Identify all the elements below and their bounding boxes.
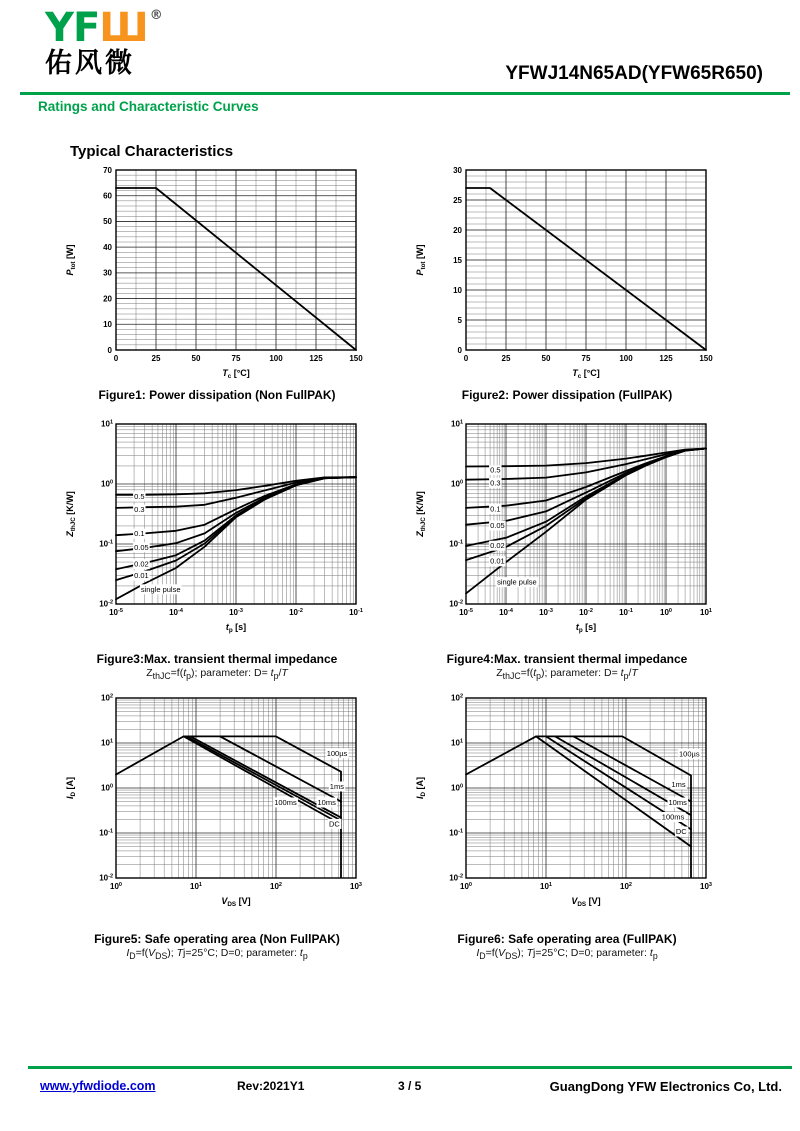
page-indicator: 3 / 5 <box>398 1079 422 1093</box>
fig6-svg <box>411 690 723 912</box>
svg-text:25: 25 <box>453 195 462 205</box>
svg-text:10-2: $10^{-2}$ <box>99 599 113 609</box>
figure6-subtitle: $I_D=f(V_{DS})$; Tj=25°C; D=0; parameter: $t_p$ <box>476 947 658 962</box>
svg-text:102: $10^2$ <box>101 693 113 703</box>
svg-text:50: 50 <box>191 354 201 363</box>
svg-text:0: 0 <box>107 345 112 355</box>
svg-text:70: 70 <box>103 165 112 175</box>
svg-text:100: $10^0$ <box>101 479 113 489</box>
svg-text:100: $10^0$ <box>451 479 463 489</box>
svg-text:10-1: $10^{-1}$ <box>349 608 363 617</box>
svg-text:103: $10^3$ <box>350 882 362 891</box>
series-group <box>466 736 691 877</box>
curve-label: 0.3 <box>134 505 145 515</box>
svg-text:101: $10^1$ <box>540 882 552 891</box>
figure3-subtitle: $Z_{thJC}=f(t_p)$; parameter: $D= t_p/T$ <box>146 667 288 682</box>
x-axis-title: $t_p$ [s] <box>575 622 597 635</box>
curve-label: 0.1 <box>134 529 145 539</box>
svg-text:40: 40 <box>103 242 112 252</box>
svg-text:20: 20 <box>103 294 112 304</box>
curve-label: DC <box>329 819 340 829</box>
svg-text:10-2: $10^{-2}$ <box>579 608 593 617</box>
svg-text:10-1: $10^{-1}$ <box>619 608 633 617</box>
curve-label: 0.3 <box>490 478 501 488</box>
svg-text:10-2: $10^{-2}$ <box>449 599 463 609</box>
figure2-caption: Figure2: Power dissipation (FullPAK) <box>461 388 673 402</box>
x-axis-title: $T_c$ [°C] <box>222 368 250 381</box>
yfw-logo <box>45 5 162 79</box>
fig5-svg <box>61 690 373 912</box>
svg-text:15: 15 <box>453 255 462 265</box>
figure4-block <box>402 416 732 681</box>
figure6-caption: Figure6: Safe operating area (FullPAK) <box>457 932 677 946</box>
svg-text:102: $10^2$ <box>620 882 632 891</box>
website-link[interactable]: www.yfwdiode.com <box>40 1079 156 1093</box>
curve-label: 0.5 <box>490 465 501 475</box>
svg-text:10-4: $10^{-4}$ <box>169 608 183 617</box>
svg-text:100: $10^0$ <box>101 783 113 793</box>
svg-text:101: $10^1$ <box>451 419 463 429</box>
svg-text:10-1: $10^{-1}$ <box>99 539 113 549</box>
x-axis-title: $T_c$ [°C] <box>572 368 600 381</box>
revision-label: Rev:2021Y1 <box>237 1079 305 1093</box>
x-axis-title: $V_{DS}$ [V] <box>221 896 251 909</box>
series-group <box>116 736 341 877</box>
figure3-block <box>52 416 382 681</box>
figure4-caption: Figure4:Max. transient thermal impedance <box>446 652 688 666</box>
curve-label: 0.05 <box>134 542 149 552</box>
part-number-title: YFWJ14N65AD(YFW65R650) <box>505 63 763 84</box>
svg-text:101: $10^1$ <box>700 608 712 617</box>
figure2-chart <box>402 162 732 384</box>
fig2-svg <box>411 162 723 384</box>
svg-text:10: 10 <box>453 285 462 295</box>
svg-text:30: 30 <box>453 165 462 175</box>
svg-text:50: 50 <box>541 354 551 363</box>
curve-label: 0.01 <box>134 571 149 581</box>
y-axis-title: $Z_{thJC}$ [K/W] <box>415 491 428 537</box>
svg-text:0: 0 <box>457 345 462 355</box>
svg-text:10-1: $10^{-1}$ <box>449 539 463 549</box>
svg-text:100: $10^0$ <box>110 882 122 891</box>
page-heading: Typical Characteristics <box>70 143 234 160</box>
svg-text:125: 125 <box>659 354 673 363</box>
figure4-chart <box>402 416 732 638</box>
curve-label: single pulse <box>497 577 537 587</box>
svg-text:75: 75 <box>581 354 591 363</box>
svg-text:25: 25 <box>151 354 161 363</box>
curve-label: 0.02 <box>490 541 505 551</box>
curve-label: 100µs <box>326 748 348 758</box>
y-axis-title: $I_D$ [A] <box>415 776 428 800</box>
curve-label: 10ms <box>317 798 336 807</box>
svg-text:10: 10 <box>103 320 112 330</box>
svg-text:20: 20 <box>453 225 462 235</box>
grid-major <box>116 170 356 350</box>
svg-text:101: $10^1$ <box>190 882 202 891</box>
svg-text:10-2: $10^{-2}$ <box>99 873 113 883</box>
logo-text-orange: Ш <box>99 5 148 51</box>
curve-label: 100µs <box>679 749 700 759</box>
svg-text:10-2: $10^{-2}$ <box>449 873 463 883</box>
header-divider <box>20 92 790 95</box>
svg-text:60: 60 <box>103 191 112 201</box>
figure5-subtitle: $I_D=f(V_{DS})$; Tj=25°C; D=0; parameter: $t_p$ <box>126 947 308 962</box>
svg-text:0: 0 <box>463 354 469 363</box>
svg-text:75: 75 <box>231 354 241 363</box>
curve-label: 0.01 <box>490 556 505 566</box>
svg-text:100: $10^0$ <box>451 783 463 793</box>
curve-label: 0.1 <box>490 504 501 514</box>
svg-text:10-5: $10^{-5}$ <box>459 608 473 617</box>
svg-text:100: 100 <box>269 354 283 363</box>
logo-chinese-name: 佑风微 <box>45 48 135 79</box>
tick-labels <box>453 166 713 363</box>
svg-text:5: 5 <box>457 315 462 325</box>
svg-text:101: $10^1$ <box>451 738 463 748</box>
curve-label: 1ms <box>671 780 686 789</box>
figure3-caption: Figure3:Max. transient thermal impedance <box>96 652 338 666</box>
svg-text:101: $10^1$ <box>101 738 113 748</box>
tick-labels <box>449 420 712 618</box>
figure5-caption: Figure5: Safe operating area (Non FullPAK) <box>94 932 340 946</box>
registered-trademark-icon: ® <box>149 8 162 23</box>
svg-text:0: 0 <box>113 354 119 363</box>
fig4-svg <box>411 416 723 638</box>
fig3-svg <box>61 416 373 638</box>
figure1-block <box>52 162 382 403</box>
figure2-block <box>402 162 732 403</box>
svg-text:100: $10^0$ <box>660 608 672 617</box>
svg-text:125: 125 <box>309 354 323 363</box>
svg-text:100: $10^0$ <box>460 882 472 891</box>
svg-text:10-3: $10^{-3}$ <box>539 608 553 617</box>
svg-text:103: $10^3$ <box>700 882 712 891</box>
svg-text:150: 150 <box>349 354 363 363</box>
svg-text:50: 50 <box>103 217 112 227</box>
company-name: GuangDong YFW Electronics Co, Ltd. <box>549 1079 782 1094</box>
svg-text:10-1: $10^{-1}$ <box>99 828 113 838</box>
svg-text:30: 30 <box>103 268 112 278</box>
curve-dc <box>184 736 341 824</box>
curve-label: 0.5 <box>134 492 145 502</box>
curve-1ms <box>220 736 341 801</box>
fig1-svg <box>61 162 373 384</box>
svg-text:101: $10^1$ <box>101 419 113 429</box>
curve-label: 0.02 <box>134 559 149 569</box>
svg-text:102: $10^2$ <box>451 693 463 703</box>
curve-label: 0.05 <box>490 521 505 530</box>
section-title: Ratings and Characteristic Curves <box>38 99 259 114</box>
svg-text:10-1: $10^{-1}$ <box>449 828 463 838</box>
x-axis-title: $t_p$ [s] <box>225 622 247 635</box>
figure3-chart <box>52 416 382 638</box>
curve-label: 10ms <box>668 798 687 807</box>
figure4-subtitle: $Z_{thJC}=f(t_p)$; parameter: $D= t_p/T$ <box>496 667 638 682</box>
y-axis-title: $P_{tot}$ [W] <box>415 244 428 276</box>
svg-text:25: 25 <box>501 354 511 363</box>
figure5-block <box>52 690 382 961</box>
figure6-block <box>402 690 732 961</box>
figure1-chart <box>52 162 382 384</box>
curve-label: 100ms <box>274 798 297 807</box>
logo-text-green: YF <box>45 5 100 51</box>
figure5-chart <box>52 690 382 912</box>
svg-text:10-4: $10^{-4}$ <box>499 608 513 617</box>
x-axis-title: $V_{DS}$ [V] <box>571 896 601 909</box>
svg-text:102: $10^2$ <box>270 882 282 891</box>
y-axis-title: $I_D$ [A] <box>65 776 78 800</box>
svg-text:10-5: $10^{-5}$ <box>109 608 123 617</box>
svg-text:10-3: $10^{-3}$ <box>229 608 243 617</box>
y-axis-title: $P_{tot}$ [W] <box>65 244 78 276</box>
curve-label: 100ms <box>661 812 685 822</box>
figure6-chart <box>402 690 732 912</box>
svg-text:150: 150 <box>699 354 713 363</box>
y-axis-title: $Z_{thJC}$ [K/W] <box>65 491 78 537</box>
svg-text:10-2: $10^{-2}$ <box>289 608 303 617</box>
curve-label: DC <box>675 827 687 836</box>
footer-divider <box>28 1066 792 1069</box>
svg-text:100: 100 <box>619 354 633 363</box>
figure1-caption: Figure1: Power dissipation (Non FullPAK) <box>98 388 336 402</box>
curve-label: 1ms <box>329 782 344 791</box>
yfw-logo-wordmark <box>45 5 162 51</box>
curve-label: single pulse <box>140 584 181 594</box>
